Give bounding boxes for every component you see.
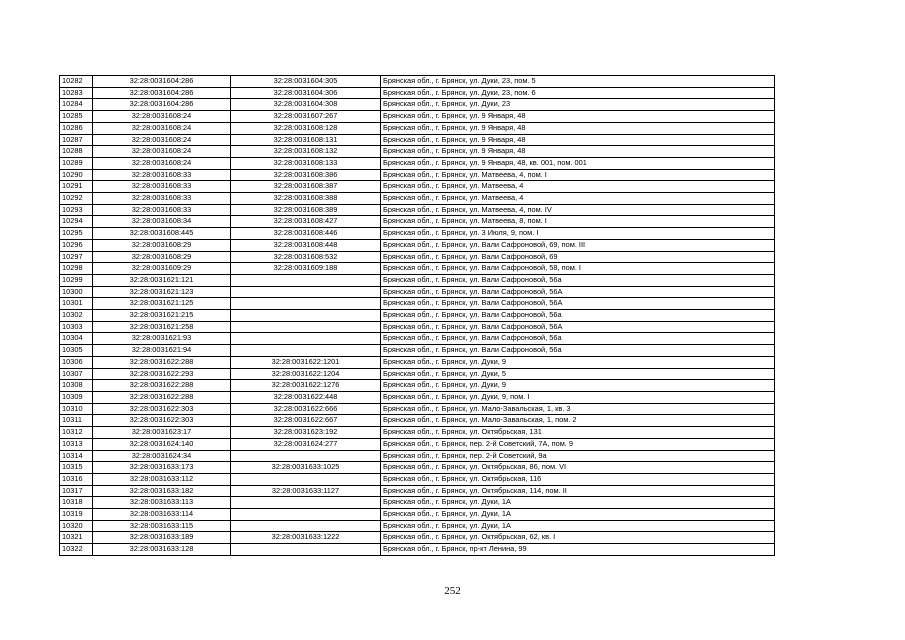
table-row (60, 204, 775, 216)
table-row (60, 532, 775, 544)
object-cadastral-number-cell (231, 333, 381, 345)
row-number-cell: 10314 (60, 450, 93, 462)
object-cadastral-number-cell: 32:28:0031604:306 (231, 87, 381, 99)
object-cadastral-number-cell: 32:28:0031608:387 (231, 181, 381, 193)
table-row (60, 368, 775, 380)
parcel-cadastral-number-cell: 32:28:0031608:24 (93, 111, 231, 123)
parcel-cadastral-number-cell: 32:28:0031608:29 (93, 251, 231, 263)
object-cadastral-number-cell: 32:28:0031624:277 (231, 438, 381, 450)
parcel-cadastral-number-cell: 32:28:0031604:286 (93, 87, 231, 99)
object-cadastral-number-cell: 32:28:0031608:389 (231, 204, 381, 216)
object-cadastral-number-cell: 32:28:0031633:1222 (231, 532, 381, 544)
object-cadastral-number-cell: 32:28:0031608:386 (231, 169, 381, 181)
address-cell: Брянская обл., г. Брянск, ул. Октябрьская, 131 (381, 427, 775, 439)
row-number-cell: 10304 (60, 333, 93, 345)
parcel-cadastral-number-cell: 32:28:0031621:121 (93, 274, 231, 286)
address-cell: Брянская обл., г. Брянск, ул. Дуки, 1А (381, 520, 775, 532)
address-cell: Брянская обл., г. Брянск, ул. Вали Сафроновой, 56А (381, 286, 775, 298)
address-cell: Брянская обл., г. Брянск, ул. 9 Января, 48 (381, 111, 775, 123)
table-row (60, 239, 775, 251)
address-cell: Брянская обл., г. Брянск, ул. Матвеева, 4 (381, 181, 775, 193)
address-cell: Брянская обл., г. Брянск, ул. Вали Сафроновой, 69, пом. III (381, 239, 775, 251)
row-number-cell: 10282 (60, 76, 93, 88)
table-row (60, 99, 775, 111)
row-number-cell: 10287 (60, 134, 93, 146)
address-cell: Брянская обл., г. Брянск, ул. Вали Сафроновой, 56а (381, 333, 775, 345)
object-cadastral-number-cell: 32:28:0031604:308 (231, 99, 381, 111)
row-number-cell: 10307 (60, 368, 93, 380)
parcel-cadastral-number-cell: 32:28:0031608:33 (93, 204, 231, 216)
address-cell: Брянская обл., г. Брянск, ул. Матвеева, 4 (381, 193, 775, 205)
table-row (60, 251, 775, 263)
table-row (60, 450, 775, 462)
address-cell: Брянская обл., г. Брянск, ул. Дуки, 9 (381, 356, 775, 368)
address-cell: Брянская обл., г. Брянск, ул. Дуки, 23, пом. 5 (381, 76, 775, 88)
object-cadastral-number-cell (231, 345, 381, 357)
parcel-cadastral-number-cell: 32:28:0031608:24 (93, 134, 231, 146)
parcel-cadastral-number-cell: 32:28:0031608:33 (93, 193, 231, 205)
parcel-cadastral-number-cell: 32:28:0031633:182 (93, 485, 231, 497)
row-number-cell: 10313 (60, 438, 93, 450)
object-cadastral-number-cell: 32:28:0031608:132 (231, 146, 381, 158)
row-number-cell: 10310 (60, 403, 93, 415)
address-cell: Брянская обл., г. Брянск, ул. Матвеева, 4, пом. IV (381, 204, 775, 216)
table-row (60, 473, 775, 485)
address-cell: Брянская обл., г. Брянск, ул. Дуки, 23, пом. 6 (381, 87, 775, 99)
parcel-cadastral-number-cell: 32:28:0031622:293 (93, 368, 231, 380)
table-row (60, 216, 775, 228)
address-cell: Брянская обл., г. Брянск, ул. Мало-Завальская, 1, пом. 2 (381, 415, 775, 427)
row-number-cell: 10301 (60, 298, 93, 310)
parcel-cadastral-number-cell: 32:28:0031624:140 (93, 438, 231, 450)
address-cell: Брянская обл., г. Брянск, ул. Вали Сафроновой, 58, пом. I (381, 263, 775, 275)
table-row (60, 181, 775, 193)
address-cell: Брянская обл., г. Брянск, ул. Дуки, 9 (381, 380, 775, 392)
address-cell: Брянская обл., г. Брянск, ул. Вали Сафроновой, 56а (381, 274, 775, 286)
address-cell: Брянская обл., г. Брянск, ул. Вали Сафроновой, 56А (381, 298, 775, 310)
table-row (60, 462, 775, 474)
row-number-cell: 10309 (60, 391, 93, 403)
row-number-cell: 10286 (60, 122, 93, 134)
object-cadastral-number-cell: 32:28:0031608:388 (231, 193, 381, 205)
address-cell: Брянская обл., г. Брянск, ул. Вали Сафроновой, 56а (381, 310, 775, 322)
row-number-cell: 10315 (60, 462, 93, 474)
parcel-cadastral-number-cell: 32:28:0031621:125 (93, 298, 231, 310)
parcel-cadastral-number-cell: 32:28:0031608:24 (93, 157, 231, 169)
parcel-cadastral-number-cell: 32:28:0031622:288 (93, 380, 231, 392)
address-cell: Брянская обл., г. Брянск, ул. Октябрьская, 62, кв. I (381, 532, 775, 544)
address-cell: Брянская обл., г. Брянск, ул. Матвеева, 8, пом. I (381, 216, 775, 228)
table-row (60, 310, 775, 322)
table-row (60, 356, 775, 368)
object-cadastral-number-cell (231, 450, 381, 462)
table-row (60, 274, 775, 286)
row-number-cell: 10303 (60, 321, 93, 333)
object-cadastral-number-cell (231, 310, 381, 322)
address-cell: Брянская обл., г. Брянск, ул. Вали Сафроновой, 69 (381, 251, 775, 263)
object-cadastral-number-cell: 32:28:0031622:1201 (231, 356, 381, 368)
parcel-cadastral-number-cell: 32:28:0031633:189 (93, 532, 231, 544)
table-row (60, 333, 775, 345)
table-row (60, 228, 775, 240)
table-row (60, 157, 775, 169)
row-number-cell: 10321 (60, 532, 93, 544)
row-number-cell: 10291 (60, 181, 93, 193)
row-number-cell: 10283 (60, 87, 93, 99)
table-row (60, 321, 775, 333)
object-cadastral-number-cell (231, 298, 381, 310)
parcel-cadastral-number-cell: 32:28:0031621:93 (93, 333, 231, 345)
table-row (60, 509, 775, 521)
table-row (60, 122, 775, 134)
object-cadastral-number-cell: 32:28:0031633:1025 (231, 462, 381, 474)
parcel-cadastral-number-cell: 32:28:0031608:445 (93, 228, 231, 240)
parcel-cadastral-number-cell: 32:28:0031633:113 (93, 497, 231, 509)
row-number-cell: 10300 (60, 286, 93, 298)
object-cadastral-number-cell: 32:28:0031607:267 (231, 111, 381, 123)
row-number-cell: 10308 (60, 380, 93, 392)
page-number: 252 (444, 585, 461, 597)
object-cadastral-number-cell: 32:28:0031608:446 (231, 228, 381, 240)
object-cadastral-number-cell: 32:28:0031622:1204 (231, 368, 381, 380)
object-cadastral-number-cell: 32:28:0031604:305 (231, 76, 381, 88)
address-cell: Брянская обл., г. Брянск, ул. Дуки, 1А (381, 497, 775, 509)
row-number-cell: 10305 (60, 345, 93, 357)
parcel-cadastral-number-cell: 32:28:0031622:303 (93, 403, 231, 415)
parcel-cadastral-number-cell: 32:28:0031624:34 (93, 450, 231, 462)
parcel-cadastral-number-cell: 32:28:0031633:114 (93, 509, 231, 521)
table-body (60, 76, 775, 556)
object-cadastral-number-cell (231, 520, 381, 532)
row-number-cell: 10317 (60, 485, 93, 497)
parcel-cadastral-number-cell: 32:28:0031622:288 (93, 356, 231, 368)
address-cell: Брянская обл., г. Брянск, ул. Вали Сафроновой, 56а (381, 345, 775, 357)
object-cadastral-number-cell: 32:28:0031622:666 (231, 403, 381, 415)
row-number-cell: 10293 (60, 204, 93, 216)
parcel-cadastral-number-cell: 32:28:0031604:286 (93, 76, 231, 88)
table-row (60, 87, 775, 99)
parcel-cadastral-number-cell: 32:28:0031608:24 (93, 146, 231, 158)
object-cadastral-number-cell: 32:28:0031622:448 (231, 391, 381, 403)
object-cadastral-number-cell: 32:28:0031608:133 (231, 157, 381, 169)
object-cadastral-number-cell: 32:28:0031623:192 (231, 427, 381, 439)
row-number-cell: 10295 (60, 228, 93, 240)
row-number-cell: 10320 (60, 520, 93, 532)
parcel-cadastral-number-cell: 32:28:0031621:258 (93, 321, 231, 333)
row-number-cell: 10289 (60, 157, 93, 169)
row-number-cell: 10299 (60, 274, 93, 286)
object-cadastral-number-cell: 32:28:0031608:427 (231, 216, 381, 228)
object-cadastral-number-cell (231, 321, 381, 333)
row-number-cell: 10311 (60, 415, 93, 427)
table-row (60, 298, 775, 310)
row-number-cell: 10284 (60, 99, 93, 111)
table-row (60, 427, 775, 439)
address-cell: Брянская обл., г. Брянск, ул. 9 Января, 48 (381, 146, 775, 158)
parcel-cadastral-number-cell: 32:28:0031633:173 (93, 462, 231, 474)
table-row (60, 146, 775, 158)
table-row (60, 111, 775, 123)
parcel-cadastral-number-cell: 32:28:0031633:115 (93, 520, 231, 532)
object-cadastral-number-cell (231, 286, 381, 298)
object-cadastral-number-cell (231, 473, 381, 485)
parcel-cadastral-number-cell: 32:28:0031608:34 (93, 216, 231, 228)
table-row (60, 193, 775, 205)
parcel-cadastral-number-cell: 32:28:0031608:24 (93, 122, 231, 134)
row-number-cell: 10298 (60, 263, 93, 275)
parcel-cadastral-number-cell: 32:28:0031621:215 (93, 310, 231, 322)
row-number-cell: 10294 (60, 216, 93, 228)
address-cell: Брянская обл., г. Брянск, ул. Матвеева, 4, пом. I (381, 169, 775, 181)
table-row (60, 403, 775, 415)
table-row (60, 438, 775, 450)
table-row (60, 544, 775, 556)
address-cell: Брянская обл., г. Брянск, ул. Октябрьская, 86, пом. VI (381, 462, 775, 474)
parcel-cadastral-number-cell: 32:28:0031633:112 (93, 473, 231, 485)
table-row (60, 345, 775, 357)
parcel-cadastral-number-cell: 32:28:0031608:29 (93, 239, 231, 251)
row-number-cell: 10306 (60, 356, 93, 368)
parcel-cadastral-number-cell: 32:28:0031604:286 (93, 99, 231, 111)
parcel-cadastral-number-cell: 32:28:0031622:303 (93, 415, 231, 427)
row-number-cell: 10316 (60, 473, 93, 485)
row-number-cell: 10285 (60, 111, 93, 123)
parcel-cadastral-number-cell: 32:28:0031621:123 (93, 286, 231, 298)
table-row (60, 134, 775, 146)
parcel-cadastral-number-cell: 32:28:0031621:94 (93, 345, 231, 357)
parcel-cadastral-number-cell: 32:28:0031608:33 (93, 181, 231, 193)
parcel-cadastral-number-cell: 32:28:0031608:33 (93, 169, 231, 181)
table-row (60, 497, 775, 509)
table-row (60, 76, 775, 88)
object-cadastral-number-cell: 32:28:0031608:448 (231, 239, 381, 251)
table-row (60, 286, 775, 298)
row-number-cell: 10290 (60, 169, 93, 181)
address-cell: Брянская обл., г. Брянск, ул. 3 Июля, 9, пом. I (381, 228, 775, 240)
parcel-cadastral-number-cell: 32:28:0031622:288 (93, 391, 231, 403)
row-number-cell: 10288 (60, 146, 93, 158)
row-number-cell: 10322 (60, 544, 93, 556)
object-cadastral-number-cell: 32:28:0031608:128 (231, 122, 381, 134)
address-cell: Брянская обл., г. Брянск, ул. 9 Января, 48, кв. 001, пом. 001 (381, 157, 775, 169)
address-cell: Брянская обл., г. Брянск, ул. Дуки, 23 (381, 99, 775, 111)
row-number-cell: 10292 (60, 193, 93, 205)
object-cadastral-number-cell: 32:28:0031609:188 (231, 263, 381, 275)
address-cell: Брянская обл., г. Брянск, пер. 2-й Советский, 9а (381, 450, 775, 462)
address-cell: Брянская обл., г. Брянск, пр-кт Ленина, 99 (381, 544, 775, 556)
object-cadastral-number-cell (231, 509, 381, 521)
object-cadastral-number-cell: 32:28:0031608:131 (231, 134, 381, 146)
object-cadastral-number-cell: 32:28:0031633:1127 (231, 485, 381, 497)
object-cadastral-number-cell: 32:28:0031622:1276 (231, 380, 381, 392)
parcel-cadastral-number-cell: 32:28:0031609:29 (93, 263, 231, 275)
object-cadastral-number-cell (231, 274, 381, 286)
address-cell: Брянская обл., г. Брянск, ул. Вали Сафроновой, 56А (381, 321, 775, 333)
address-cell: Брянская обл., г. Брянск, ул. Мало-Завальская, 1, кв. 3 (381, 403, 775, 415)
address-cell: Брянская обл., г. Брянск, ул. 9 Января, 48 (381, 134, 775, 146)
row-number-cell: 10296 (60, 239, 93, 251)
row-number-cell: 10297 (60, 251, 93, 263)
address-cell: Брянская обл., г. Брянск, пер. 2-й Советский, 7А, пом. 9 (381, 438, 775, 450)
address-cell: Брянская обл., г. Брянск, ул. Октябрьская, 116 (381, 473, 775, 485)
row-number-cell: 10319 (60, 509, 93, 521)
object-cadastral-number-cell: 32:28:0031622:667 (231, 415, 381, 427)
table-row (60, 485, 775, 497)
address-cell: Брянская обл., г. Брянск, ул. Дуки, 1А (381, 509, 775, 521)
row-number-cell: 10312 (60, 427, 93, 439)
table-row (60, 169, 775, 181)
address-cell: Брянская обл., г. Брянск, ул. Октябрьская, 114, пом. II (381, 485, 775, 497)
object-cadastral-number-cell: 32:28:0031608:532 (231, 251, 381, 263)
table-row (60, 263, 775, 275)
parcel-cadastral-number-cell: 32:28:0031633:128 (93, 544, 231, 556)
object-cadastral-number-cell (231, 544, 381, 556)
property-register-table (59, 75, 775, 556)
row-number-cell: 10302 (60, 310, 93, 322)
table-row (60, 391, 775, 403)
address-cell: Брянская обл., г. Брянск, ул. 9 Января, 48 (381, 122, 775, 134)
table-row (60, 415, 775, 427)
table-row (60, 380, 775, 392)
table-row (60, 520, 775, 532)
object-cadastral-number-cell (231, 497, 381, 509)
address-cell: Брянская обл., г. Брянск, ул. Дуки, 9, пом. I (381, 391, 775, 403)
address-cell: Брянская обл., г. Брянск, ул. Дуки, 5 (381, 368, 775, 380)
parcel-cadastral-number-cell: 32:28:0031623:17 (93, 427, 231, 439)
row-number-cell: 10318 (60, 497, 93, 509)
